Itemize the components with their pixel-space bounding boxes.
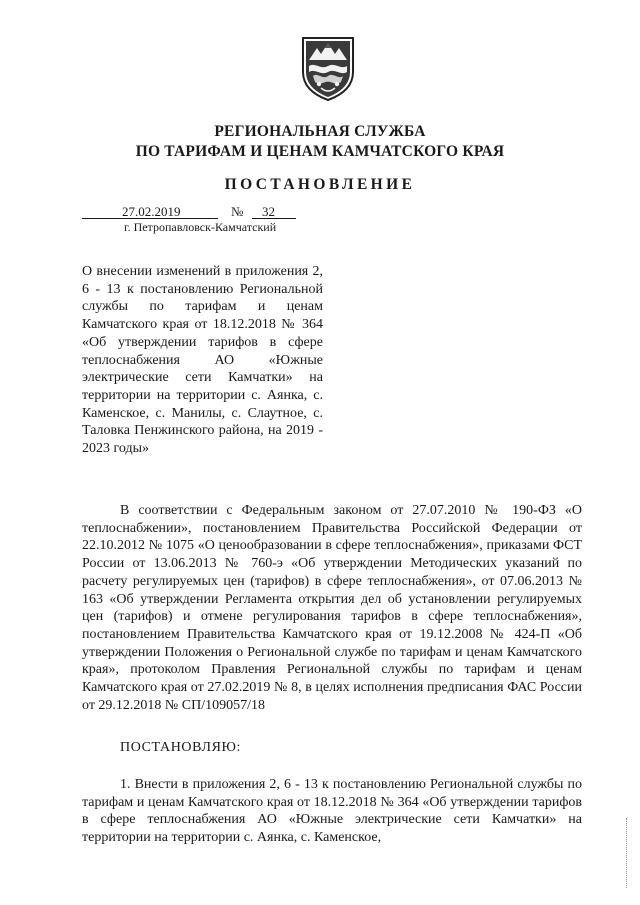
kamchatka-coat-of-arms-icon: [299, 32, 357, 102]
number-sign: №: [231, 204, 244, 219]
decree-word: ПОСТАНОВЛЯЮ:: [120, 740, 242, 755]
document-type-title: ПОСТАНОВЛЕНИЕ: [224, 176, 416, 193]
organization-name-line1: РЕГИОНАЛЬНАЯ СЛУЖБА: [214, 123, 426, 140]
document-city: г. Петропавловск-Камчатский: [124, 220, 277, 234]
decree-item-1: 1. Внести в приложения 2, 6 - 13 к постановлению Региональной службы по тарифам и ценам Камчатского края от 18.12.2018 № 364 «Об утверждении тарифов в сфере теплоснабжения АО «Южные электрические сети Камчатки» на территории на территории с. Аянка, с. Каменское,: [82, 777, 582, 846]
document-number: 32: [262, 204, 275, 219]
scan-edge-artifact: [626, 818, 630, 888]
organization-name-line2: ПО ТАРИФАМ И ЦЕНАМ КАМЧАТСКОГО КРАЯ: [135, 143, 505, 160]
preamble-paragraph: В соответствии с Федеральным законом от 27.07.2010 № 190-ФЗ «О теплоснабжении», постановлением Правительства Российской Федерации от 22.10.2012 № 1075 «О ценообразовании в сфере теплоснабжения», приказами ФСТ России от 13.06.2013 № 760-э «Об утверждении Методических указаний по расчету регулируемых цен (тарифов) в сфере теплоснабжения», от 07.06.2013 № 163 «Об утверждении Регламента открытия дел об установлении регулируемых цен (тарифов) и отмене регулирования тарифов в сфере теплоснабжения», постановлением Правительства Камчатского края от 19.12.2008 № 424-П «Об утверждении Положения о Региональной службе по тарифам и ценам Камчатского края», протоколом Правления Региональной службы по тарифам и ценам Камчатского края от 27.02.2019 № 8, в целях исполнения предписания ФАС России от 29.12.2018 № СП/109057/18: [82, 503, 582, 713]
document-subject: О внесении изменений в приложения 2, 6 - 13 к постановлению Региональной службы по тарифам и ценам Камчатского края от 18.12.2018 № 364 «Об утверждении тарифов в сфере теплоснабжения АО «Южные электрические сети Камчатки» на территории на территории с. Аянка, с. Каменское, с. Манилы, с. Слаутное, с. Таловка Пенжинского района, на 2019 - 2023 годы»: [82, 264, 323, 457]
document-date: 27.02.2019: [122, 204, 181, 219]
